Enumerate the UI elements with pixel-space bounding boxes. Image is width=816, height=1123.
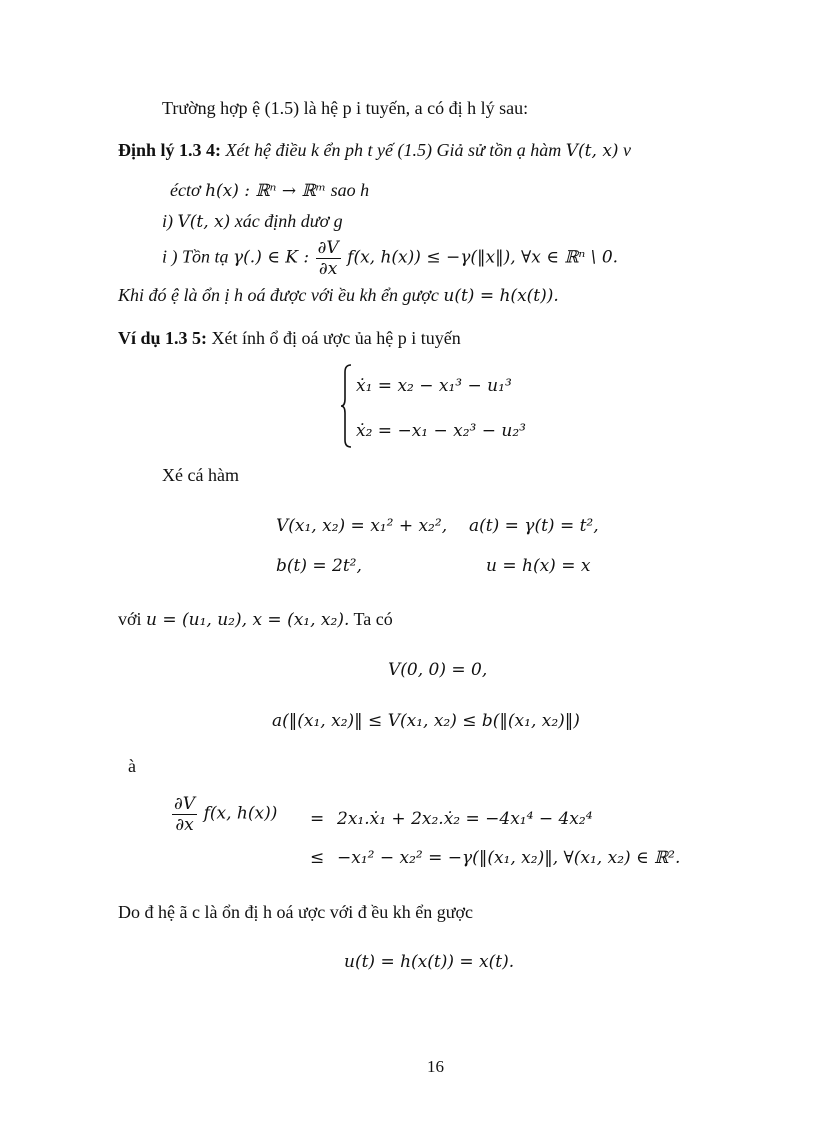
example-heading — [118, 328, 461, 349]
system-equation-1: ẋ₁ = x₂ − x₁³ − u₁³ — [356, 376, 512, 396]
example-text: Xét ính ổ đị oá ược ủa hệ p i tuyến — [211, 328, 461, 348]
theorem-line1-text: Xét hệ điều k ển ph t yế (1.5) Giả sử tồn ạ hàm — [225, 140, 562, 160]
cond1-math: V(t, x) — [177, 212, 231, 232]
consider-functions-text: Xé cá hàm — [162, 465, 239, 485]
page-number: 16 — [427, 1057, 444, 1076]
derivative-rhs-2: −x₁² − x₂² = −γ(‖(x₁, x₂)‖, ∀(x₁, x₂) ∈ ℝ². — [337, 848, 681, 868]
system-equation-2: ẋ₂ = −x₁ − x₂³ − u₂³ — [356, 421, 526, 441]
derivative-line-1 — [170, 794, 277, 835]
with-line — [118, 609, 393, 630]
with-text: với — [118, 609, 142, 629]
va-text: à — [128, 756, 136, 776]
derivative-lhs: f(x, h(x)) — [203, 803, 278, 824]
cond2-frac-denominator: ∂x — [318, 259, 338, 279]
example-label: Ví dụ 1.3 5: — [118, 328, 208, 348]
theorem-line-1 — [118, 140, 631, 161]
derivative-equals-sign: = — [310, 809, 325, 829]
definition-V: V(x₁, x₂) = x₁² + x₂², — [276, 516, 448, 536]
cond2-label: i ) — [162, 246, 178, 267]
inequality-bounds: a(‖(x₁, x₂)‖ ≤ V(x₁, x₂) ≤ b(‖(x₁, x₂)‖) — [272, 711, 580, 731]
cond2-fraction — [316, 238, 341, 279]
theorem-label: Định lý 1.3 4: — [118, 140, 222, 160]
derivative-frac-denominator: ∂x — [175, 815, 194, 835]
theorem-condition-1 — [162, 211, 343, 232]
cond2-math-a: γ(.) ∈ K : — [233, 247, 310, 268]
cond1-label: i) — [162, 211, 173, 231]
theorem-line1-tail: v — [623, 140, 632, 160]
definition-b: b(t) = 2t², — [276, 556, 362, 576]
theorem-line1-math: V(t, x) — [565, 141, 619, 161]
system-brace — [340, 364, 352, 448]
with-math: u = (u₁, u₂), x = (x₁, x₂). — [146, 610, 350, 630]
theorem-conclusion-math: u(t) = h(x(t)). — [443, 286, 559, 306]
cond1-text: xác định dươ g — [234, 211, 343, 231]
intro-line: Trường hợp ệ (1.5) là hệ p i tuyến, a có đị h lý sau: — [162, 98, 529, 118]
final-equation: u(t) = h(x(t)) = x(t). — [344, 952, 515, 972]
theorem-conclusion — [118, 285, 559, 306]
derivative-rhs-1: 2x₁.ẋ₁ + 2x₂.ẋ₂ = −4x₁⁴ − 4x₂⁴ — [337, 809, 593, 829]
theorem-conclusion-text: Khi đó ệ là ổn ị h oá được với ều kh ển gược — [118, 285, 439, 305]
ta-co-text: Ta có — [353, 609, 393, 629]
theorem-line2-text-b: sao h — [330, 180, 370, 200]
definition-a: a(t) = γ(t) = t², — [469, 516, 599, 536]
definition-u: u = h(x) = x — [486, 556, 591, 576]
theorem-line2-math: h(x) : ℝⁿ → ℝᵐ — [205, 181, 327, 201]
theorem-line2-text-a: éctơ — [170, 180, 201, 200]
derivative-fraction — [172, 794, 197, 835]
cond2-frac-numerator: ∂V — [317, 238, 339, 258]
theorem-condition-2 — [162, 238, 618, 279]
theorem-line-2 — [170, 180, 369, 201]
example-conclusion: Do đ hệ ã c là ổn đị h oá ược với đ ều kh ển gược — [118, 902, 473, 922]
derivative-le-sign: ≤ — [310, 848, 325, 868]
equation-V-zero: V(0, 0) = 0, — [388, 660, 488, 680]
cond2-math-b: f(x, h(x)) ≤ −γ(‖x‖), ∀x ∈ ℝⁿ \ 0. — [347, 247, 619, 268]
derivative-frac-numerator: ∂V — [174, 794, 196, 814]
cond2-text: Tồn tạ — [182, 246, 229, 267]
